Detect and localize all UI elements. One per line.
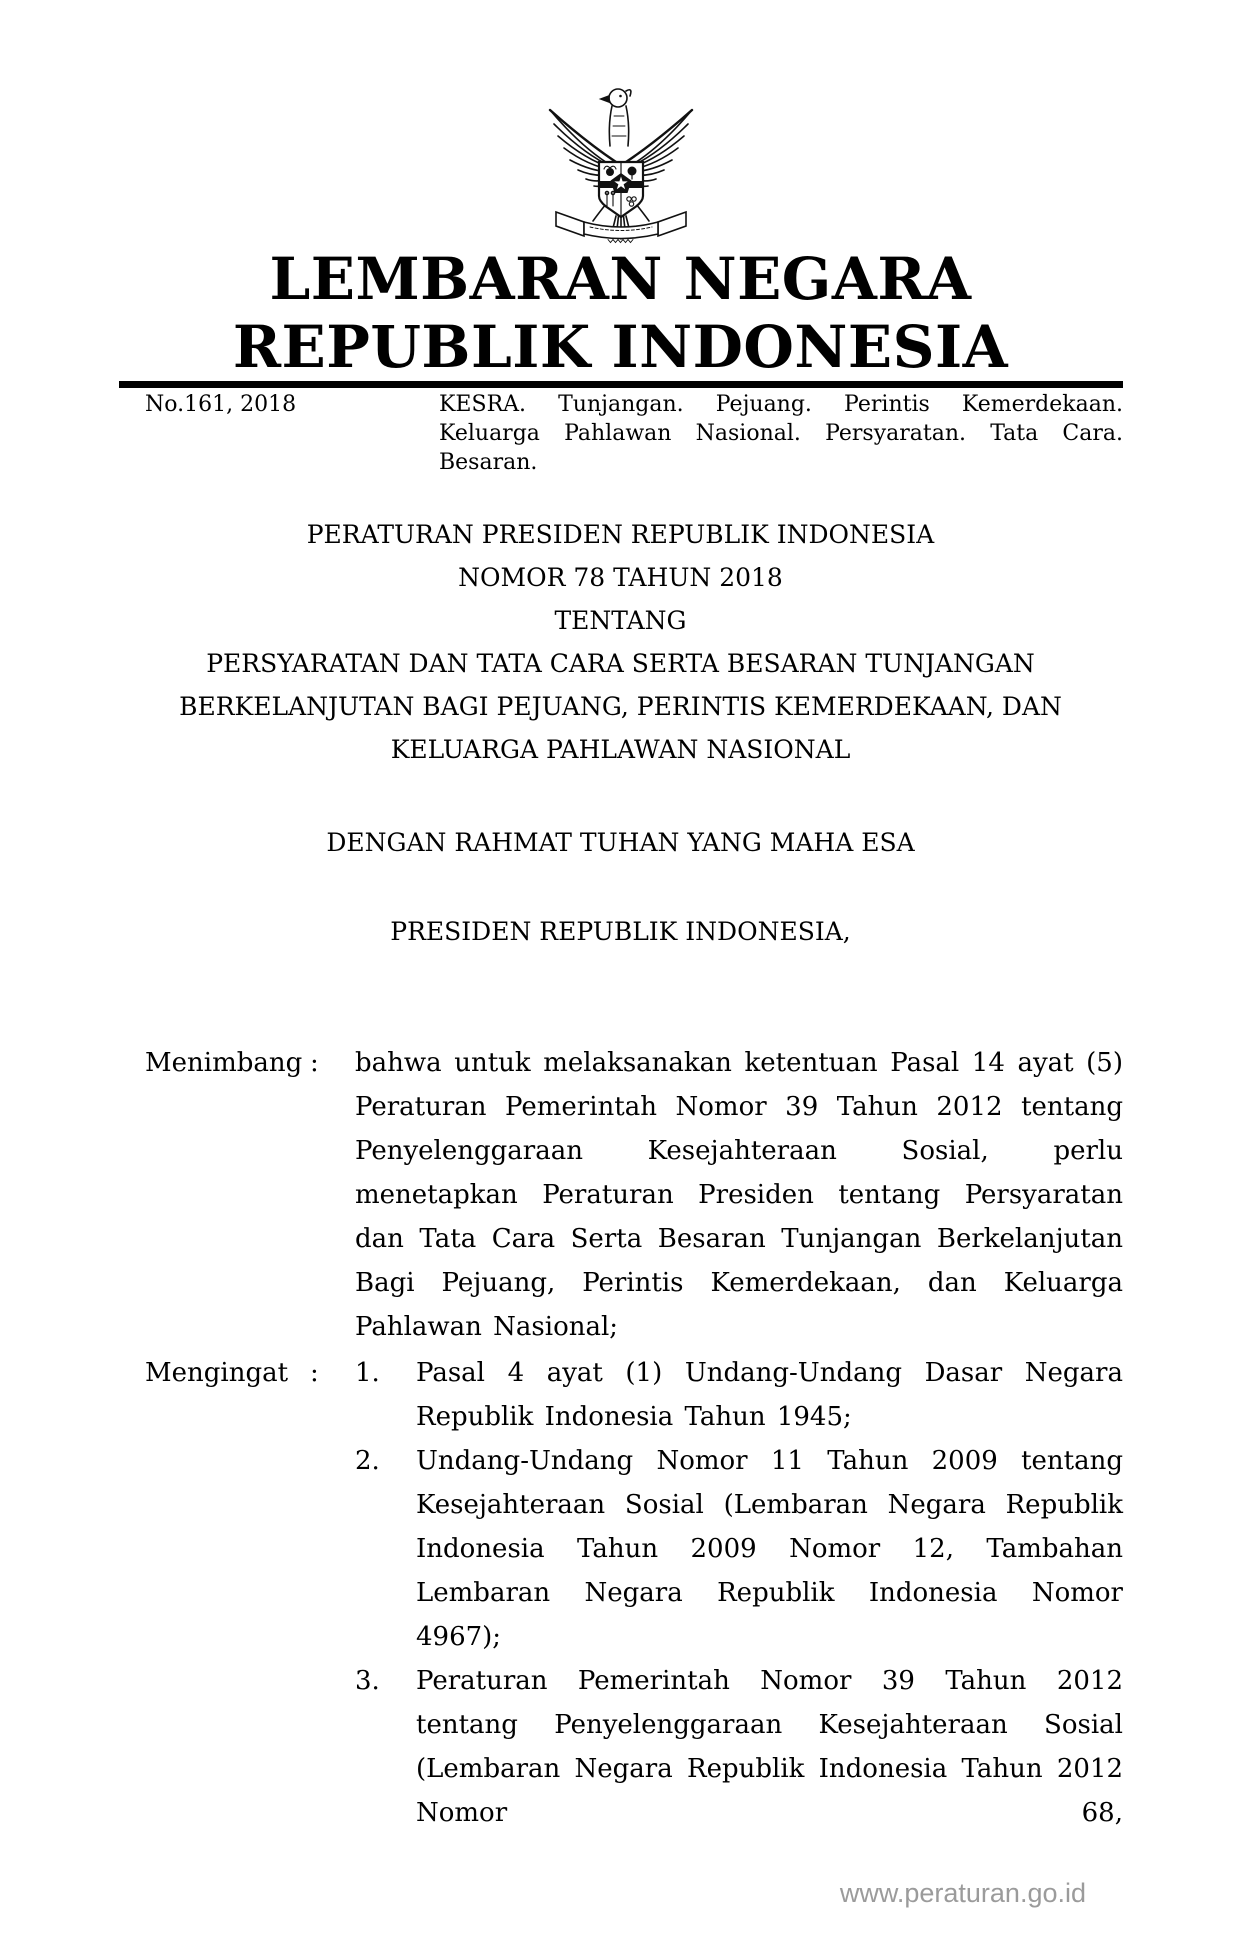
item-number: 3. bbox=[355, 1666, 380, 1696]
regulation-subject-line-3: KELUARGA PAHLAWAN NASIONAL bbox=[390, 735, 851, 764]
regulation-type: PERATURAN PRESIDEN REPUBLIK INDONESIA bbox=[306, 520, 935, 549]
item-number: 1. bbox=[355, 1358, 380, 1388]
mengingat-item-1 bbox=[355, 1351, 1123, 1439]
mengingat-section bbox=[145, 1351, 1123, 1835]
item-text: Undang-Undang Nomor 11 Tahun 2009 tentang Kesejahteraan Sosial (Lembaran Negara Republik Indonesia Tahun 2009 Nomor 12, Tambahan Lembaran Negara Republik Indonesia Nomor 4967); bbox=[416, 1446, 1123, 1652]
masthead-divider bbox=[119, 381, 1123, 388]
mengingat-item-3 bbox=[355, 1659, 1123, 1835]
mengingat-label: Mengingat bbox=[145, 1358, 289, 1388]
masthead-line-2: REPUBLIK INDONESIA bbox=[232, 313, 1009, 381]
gazette-meta-row bbox=[145, 390, 1123, 477]
item-number: 2. bbox=[355, 1446, 380, 1476]
regulation-tentang: TENTANG bbox=[554, 606, 687, 635]
garuda-pancasila-emblem bbox=[546, 84, 696, 244]
menimbang-colon: : bbox=[310, 1048, 319, 1078]
gazette-number: No.161, 2018 bbox=[145, 392, 297, 417]
issuer-line: PRESIDEN REPUBLIK INDONESIA, bbox=[390, 917, 851, 946]
regulation-subject-line-2: BERKELANJUTAN BAGI PEJUANG, PERINTIS KEMERDEKAAN, DAN bbox=[179, 692, 1062, 721]
item-text: Pasal 4 ayat (1) Undang-Undang Dasar Negara Republik Indonesia Tahun 1945; bbox=[416, 1358, 1123, 1432]
mengingat-item-2 bbox=[355, 1439, 1123, 1659]
gazette-subject: KESRA. Tunjangan. Pejuang. Perintis Kemerdekaan. Keluarga Pahlawan Nasional. Persyaratan. Tata Cara. Besaran. bbox=[439, 392, 1123, 475]
eagle-head bbox=[601, 89, 631, 146]
regulation-heading bbox=[0, 513, 1241, 771]
menimbang-text: bahwa untuk melaksanakan ketentuan Pasal 14 ayat (5) Peraturan Pemerintah Nomor 39 Tahun 2012 tentang Penyelenggaraan Kesejahteraan Sosial, perlu menetapkan Peraturan Presiden tentang Persyaratan dan Tata Cara Serta Besaran Tunjangan Berkelanjutan Bagi Pejuang, Perintis Kemerdekaan, dan Keluarga Pahlawan Nasional; bbox=[355, 1048, 1123, 1342]
pancasila-shield bbox=[599, 162, 643, 217]
masthead-line-1: LEMBARAN NEGARA bbox=[269, 245, 972, 313]
masthead-title bbox=[0, 245, 1241, 381]
regulation-subject-line-1: PERSYARATAN DAN TATA CARA SERTA BESARAN TUNJANGAN bbox=[206, 649, 1035, 678]
invocation-line: DENGAN RAHMAT TUHAN YANG MAHA ESA bbox=[326, 828, 915, 857]
mengingat-colon: : bbox=[310, 1358, 319, 1388]
footer-watermark: www.peraturan.go.id bbox=[839, 1878, 1086, 1908]
item-text: Peraturan Pemerintah Nomor 39 Tahun 2012 tentang Penyelenggaraan Kesejahteraan Sosial (Lembaran Negara Republik Indonesia Tahun 2012 Nomor 68, bbox=[416, 1666, 1123, 1828]
menimbang-label: Menimbang bbox=[145, 1048, 303, 1078]
menimbang-section bbox=[145, 1041, 1123, 1349]
regulation-number: NOMOR 78 TAHUN 2018 bbox=[458, 563, 783, 592]
